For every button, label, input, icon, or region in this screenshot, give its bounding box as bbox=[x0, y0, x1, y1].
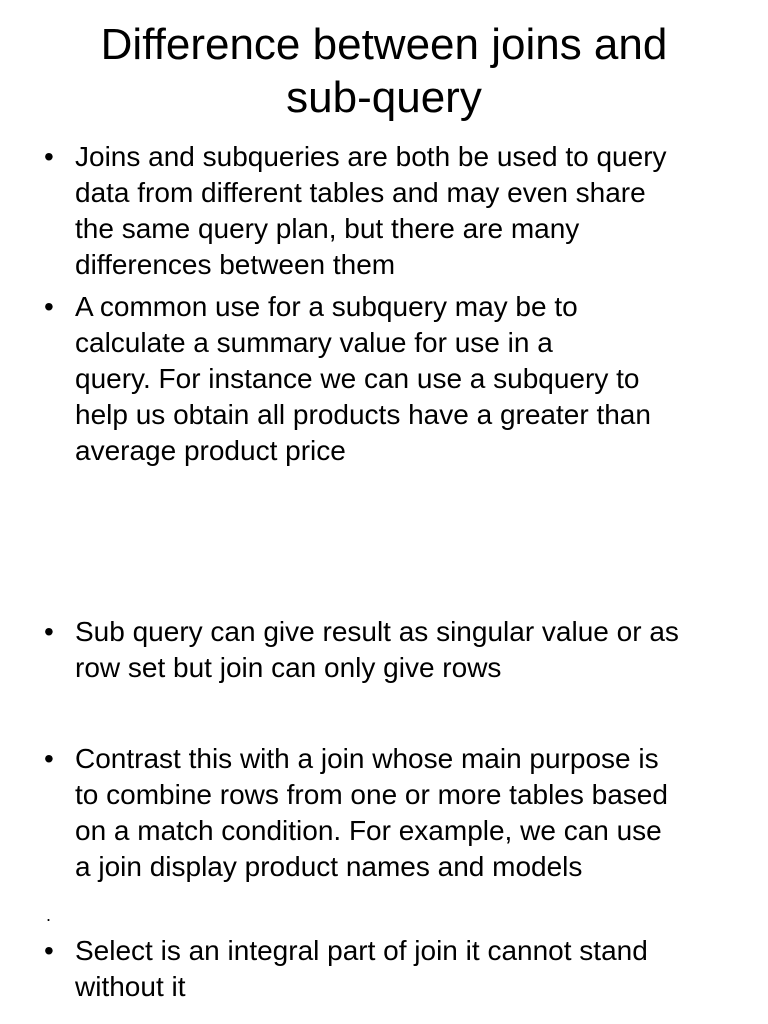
bullet-text: Select is an integral part of join it cannot stand without it bbox=[75, 935, 648, 1002]
bullet-marker: • bbox=[44, 935, 54, 966]
bullet-text: Sub query can give result as singular value or as row set but join can only give rows bbox=[75, 616, 679, 683]
bullet-marker: • bbox=[44, 616, 54, 647]
bullet-marker: • bbox=[44, 141, 54, 172]
stray-dot: . bbox=[46, 905, 52, 925]
bullet-marker: • bbox=[44, 743, 54, 774]
bullet-text: Joins and subqueries are both be used to query data from different tables and may even share the same query plan, but there are many differences between them bbox=[75, 141, 667, 280]
slide-title: Difference between joins and sub-query bbox=[100, 20, 668, 122]
bullet-text: A common use for a subquery may be to calculate a summary value for use in a query. For instance we can use a subquery to help us obtain all products have a greater than average product price bbox=[75, 291, 651, 466]
bullet-text: Contrast this with a join whose main purpose is to combine rows from one or more tables based on a match condition. For example, we can use a join display product names and models bbox=[75, 743, 668, 882]
bullet-marker: • bbox=[44, 291, 54, 322]
